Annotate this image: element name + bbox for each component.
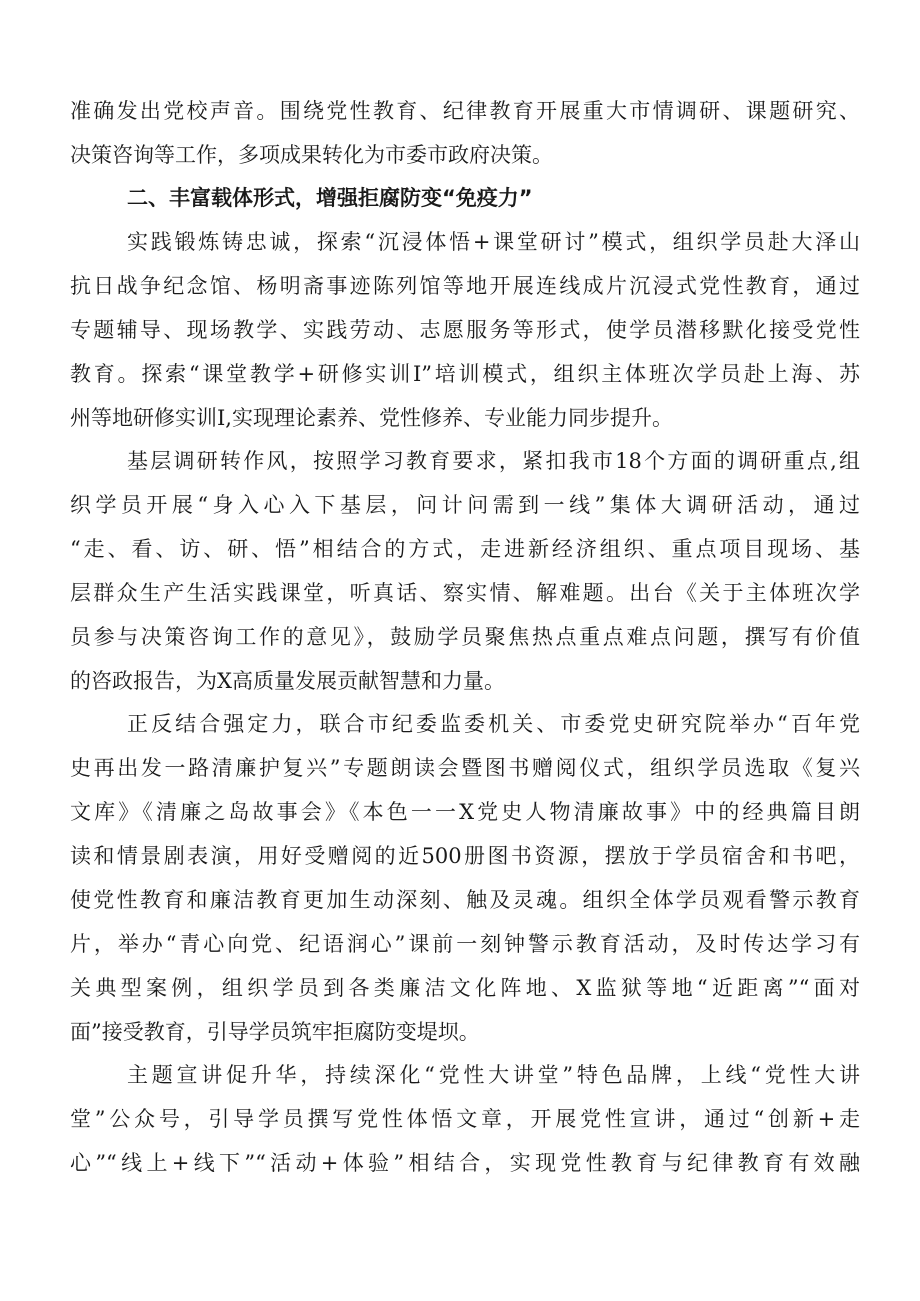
section-heading: 二、丰富载体形式，增强拒腐防变“免疫力” bbox=[127, 186, 533, 210]
paragraph-4-line-7: 关典型案例，组织学员到各类廉洁文化阵地、X监狱等地“近距离”“面对 bbox=[70, 976, 860, 1000]
paragraph-5-line-1: 主题宣讲促升华，持续深化“党性大讲堂”特色品牌，上线“党性大讲 bbox=[127, 1063, 860, 1087]
paragraph-5-line-2: 堂”公众号，引导学员撰写党性体悟文章，开展党性宣讲，通过“创新+走 bbox=[70, 1107, 860, 1131]
paragraph-4-line-8: 面”接受教育，引导学员筑牢拒腐防变堤坝。 bbox=[70, 1020, 480, 1044]
paragraph-1-line-2: 决策咨询等工作，多项成果转化为市委市政府决策。 bbox=[70, 143, 553, 167]
paragraph-5-line-3: 心”“线上+线下”“活动+体验”相结合，实现党性教育与纪律教育有效融 bbox=[70, 1151, 860, 1175]
paragraph-4-line-5: 使党性教育和廉洁教育更加生动深刻、触及灵魂。组织全体学员观看警示教育 bbox=[70, 888, 860, 912]
paragraph-3-line-4: 层群众生产生活实践课堂，听真话、察实情、解难题。出台《关于主体班次学 bbox=[70, 581, 860, 605]
paragraph-2-line-3: 专题辅导、现场教学、实践劳动、志愿服务等形式，使学员潜移默化接受党性 bbox=[70, 318, 860, 342]
paragraph-2-line-1: 实践锻炼铸忠诚，探索“沉浸体悟+课堂研讨”模式，组织学员赴大泽山 bbox=[127, 230, 860, 254]
paragraph-1-line-1: 准确发出党校声音。围绕党性教育、纪律教育开展重大市情调研、课题研究、 bbox=[70, 99, 860, 123]
paragraph-3-line-2: 织学员开展“身入心入下基层，问计问需到一线”集体大调研活动，通过 bbox=[70, 493, 860, 517]
paragraph-2-line-4: 教育。探索“课堂教学+研修实训I”培训模式，组织主体班次学员赴上海、苏 bbox=[70, 362, 860, 386]
paragraph-3-line-1: 基层调研转作风，按照学习教育要求，紧扣我市18个方面的调研重点,组 bbox=[127, 449, 860, 473]
paragraph-2-line-5: 州等地研修实训I,实现理论素养、党性修养、专业能力同步提升。 bbox=[70, 406, 673, 430]
paragraph-2-line-2: 抗日战争纪念馆、杨明斋事迹陈列馆等地开展连线成片沉浸式党性教育，通过 bbox=[70, 274, 860, 298]
paragraph-3-line-6: 的咨政报告，为X高质量发展贡献智慧和力量。 bbox=[70, 669, 505, 693]
paragraph-4-line-6: 片，举办“青心向党、纪语润心”课前一刻钟警示教育活动，及时传达学习有 bbox=[70, 932, 860, 956]
paragraph-4-line-3: 文库》《清廉之岛故事会》《本色一一X党史人物清廉故事》中的经典篇目朗 bbox=[70, 800, 860, 824]
paragraph-4-line-4: 读和情景剧表演，用好受赠阅的近500册图书资源，摆放于学员宿舍和书吧， bbox=[70, 844, 860, 868]
paragraph-3-line-3: “走、看、访、研、悟”相结合的方式，走进新经济组织、重点项目现场、基 bbox=[70, 537, 860, 561]
paragraph-4-line-1: 正反结合强定力，联合市纪委监委机关、市委党史研究院举办“百年党 bbox=[127, 712, 860, 736]
paragraph-4-line-2: 史再出发一路清廉护复兴”专题朗读会暨图书赠阅仪式，组织学员选取《复兴 bbox=[70, 756, 860, 780]
paragraph-3-line-5: 员参与决策咨询工作的意见》，鼓励学员聚焦热点重点难点问题，撰写有价值 bbox=[70, 625, 860, 649]
